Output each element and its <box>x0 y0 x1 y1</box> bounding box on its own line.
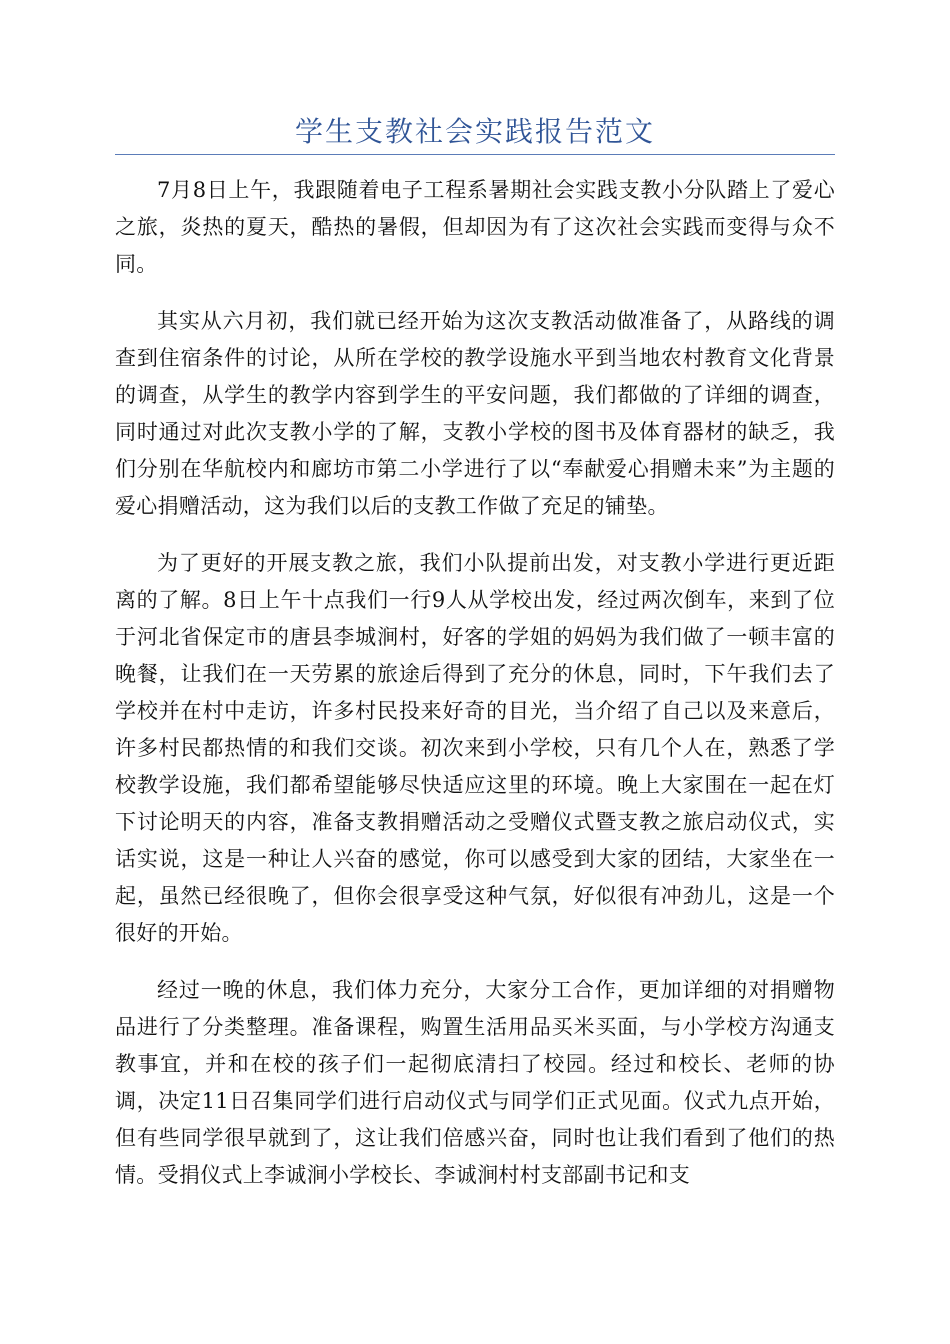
paragraph-4: 经过一晚的休息，我们体力充分，大家分工合作，更加详细的对捐赠物品进行了分类整理。准备课程，购置生活用品买米买面，与小学校方沟通支教事宜，并和在校的孩子们一起彻底清扫了校园。经过和校长、老师的协调，决定11日召集同学们进行启动仪式与同学们正式见面。仪式九点开始，但有些同学很早就到了，这让我们倍感兴奋，同时也让我们看到了他们的热情。受捐仪式上李诚涧小学校长、李诚涧村村支部副书记和支 <box>115 978 835 1187</box>
paragraph-1: 7月8日上午，我跟随着电子工程系暑期社会实践支教小分队踏上了爱心之旅，炎热的夏天，酷热的暑假，但却因为有了这次社会实践而变得与众不同。 <box>115 178 835 276</box>
document-title: 学生支教社会实践报告范文 <box>294 115 655 148</box>
title-underline <box>115 154 835 155</box>
paragraph-3: 为了更好的开展支教之旅，我们小队提前出发，对支教小学进行更近距离的了解。8日上午十点我们一行9人从学校出发，经过两次倒车，来到了位于河北省保定市的唐县李城涧村，好客的学姐的妈妈为我们做了一顿丰富的晚餐，让我们在一天劳累的旅途后得到了充分的休息，同时，下午我们去了学校并在村中走访，许多村民投来好奇的目光，当介绍了自己以及来意后，许多村民都热情的和我们交谈。初次来到小学校，只有几个人在，熟悉了学校教学设施，我们都希望能够尽快适应这里的环境。晚上大家围在一起在灯下讨论明天的内容，准备支教捐赠活动之受赠仪式暨支教之旅启动仪式，实话实说，这是一种让人兴奋的感觉，你可以感受到大家的团结，大家坐在一起，虽然已经很晚了，但你会很享受这种气氛，好似很有冲劲儿，这是一个很好的开始。 <box>115 551 835 945</box>
document-body <box>115 172 835 1214</box>
paragraph-2: 其实从六月初，我们就已经开始为这次支教活动做准备了，从路线的调查到住宿条件的讨论，从所在学校的教学设施水平到当地农村教育文化背景的调查，从学生的教学内容到学生的平安问题，我们都做的了详细的调查，同时通过对此次支教小学的了解，支教小学校的图书及体育器材的缺乏，我们分别在华航校内和廊坊市第二小学进行了以“奉献爱心捐赠未来”为主题的爱心捐赠活动，这为我们以后的支教工作做了充足的铺垫。 <box>115 309 835 518</box>
